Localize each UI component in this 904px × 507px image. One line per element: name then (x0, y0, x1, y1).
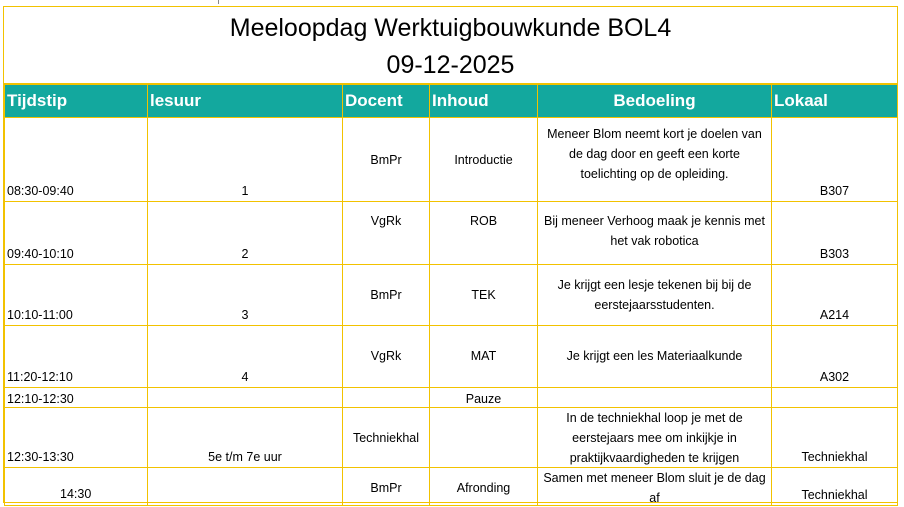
cell-inhoud: Afronding (456, 481, 511, 495)
column-marker (218, 0, 219, 4)
cell-bedoeling: Samen met meneer Blom sluit je de dag af (543, 471, 766, 505)
page-title: Meeloopdag Werktuigbouwkunde BOL4 (229, 14, 672, 42)
schedule-table (4, 84, 898, 506)
header-row (5, 85, 898, 118)
cell-lesuur (148, 502, 342, 505)
cell-lesuur: 1 (241, 184, 249, 198)
cell-tijdstip: 11:20-12:10 (7, 370, 73, 384)
cell-lesuur: 4 (241, 370, 249, 384)
cell-inhoud: Pauze (465, 392, 502, 406)
header-docent: Docent (343, 85, 430, 118)
page-date: 09-12-2025 (386, 51, 515, 79)
cell-lokaal: B303 (819, 247, 850, 261)
cell-bedoeling: Je krijgt een les Materiaalkunde (566, 349, 743, 363)
cell-docent: BmPr (370, 288, 402, 302)
cell-inhoud: Introductie (454, 152, 513, 167)
table-row (5, 468, 898, 506)
cell-inhoud: ROB (469, 214, 498, 228)
cell-tijdstip: 14:30 (60, 487, 92, 501)
cell-lokaal: B307 (819, 184, 850, 198)
header-lokaal: Lokaal (772, 85, 898, 118)
cell-tijdstip: 10:10-11:00 (7, 308, 73, 322)
header-bedoeling: Bedoeling (538, 85, 772, 118)
cell-docent: VgRk (370, 349, 402, 363)
schedule-sheet (3, 6, 898, 503)
header-tijdstip: Tijdstip (5, 85, 148, 118)
table-row (5, 326, 898, 388)
cell-tijdstip: 12:30-13:30 (7, 450, 74, 464)
cell-lokaal: Techniekhal (801, 450, 868, 464)
cell-bedoeling: Je krijgt een lesje tekenen bij bij de eerstejaarsstudenten. (557, 278, 752, 312)
cell-inhoud: TEK (471, 288, 496, 302)
table-row (5, 118, 898, 202)
header-inhoud: Inhoud (430, 85, 538, 118)
cell-bedoeling: Bij meneer Verhoog maak je kennis met het vak robotica (544, 214, 765, 248)
cell-tijdstip: 09:40-10:10 (7, 247, 74, 261)
cell-lokaal: A302 (819, 370, 850, 384)
cell-bedoeling: Meneer Blom neemt kort je doelen van de dag door en geeft een korte toelichting op de opleiding. (547, 127, 762, 181)
cell-lesuur: 2 (241, 247, 249, 261)
cell-tijdstip: 08:30-09:40 (7, 184, 74, 198)
cell-tijdstip: 12:10-12:30 (7, 392, 74, 406)
cell-lesuur: 5e t/m 7e uur (208, 450, 282, 464)
title-block (4, 7, 897, 84)
cell-inhoud: MAT (470, 349, 497, 363)
cell-inhoud (430, 408, 537, 428)
cell-lesuur: 3 (241, 308, 249, 322)
cell-docent: BmPr (370, 152, 402, 167)
cell-docent: VgRk (370, 214, 402, 228)
table-row (5, 388, 898, 408)
cell-docent: Techniekhal (352, 431, 419, 445)
cell-docent: BmPr (370, 481, 402, 495)
table-row (5, 408, 898, 468)
table-row (5, 265, 898, 326)
cell-bedoeling: In de techniekhal loop je met de eerstejaars mee om inkijkje in praktijkvaardigheden te krijgen (566, 411, 743, 465)
cell-lokaal: A214 (819, 308, 850, 322)
header-lesuur: lesuur (148, 85, 343, 118)
table-row (5, 202, 898, 265)
cell-lokaal: Techniekhal (801, 488, 868, 502)
